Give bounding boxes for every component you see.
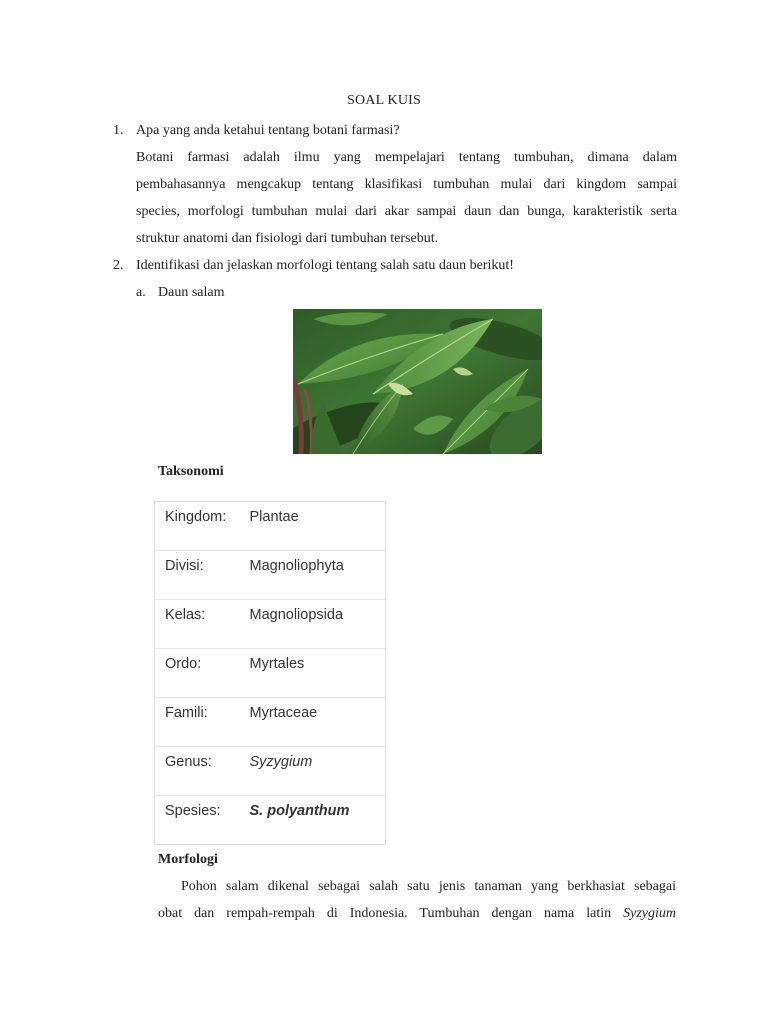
morphology-line-2 bbox=[158, 906, 676, 922]
morphology-heading: Morfologi bbox=[158, 852, 218, 867]
taxonomy-row bbox=[155, 502, 386, 551]
taxonomy-heading: Taksonomi bbox=[158, 464, 224, 479]
taxonomy-value: Myrtaceae bbox=[250, 698, 386, 747]
page-title: SOAL KUIS bbox=[346, 93, 421, 108]
taxonomy-key: Divisi: bbox=[155, 551, 250, 600]
taxonomy-value: S. polyanthum bbox=[249, 803, 350, 819]
taxonomy-row bbox=[155, 551, 386, 600]
morphology-latin-name: Syzygium bbox=[623, 906, 677, 921]
taxonomy-value: Plantae bbox=[250, 502, 386, 551]
taxonomy-row bbox=[155, 796, 386, 845]
taxonomy-value: Magnoliophyta bbox=[250, 551, 386, 600]
morphology-line-1: Pohon salam dikenal sebagai salah satu jenis tanaman yang berkhasiat sebagai bbox=[181, 879, 676, 894]
question-1-number: 1. bbox=[113, 123, 124, 138]
answer-1-line-2: pembahasannya mengcakup tentang klasifikasi tumbuhan mulai dari kingdom sampai bbox=[136, 177, 677, 192]
taxonomy-row bbox=[155, 698, 386, 747]
taxonomy-key: Spesies: bbox=[165, 803, 221, 819]
taxonomy-value: Myrtales bbox=[250, 649, 386, 698]
sub-item-text: Daun salam bbox=[158, 285, 225, 300]
answer-1-line-4: struktur anatomi dan fisiologi dari tumbuhan tersebut. bbox=[136, 231, 439, 246]
taxonomy-key: Kingdom: bbox=[155, 502, 250, 551]
taxonomy-table bbox=[154, 501, 386, 845]
taxonomy-value: Magnoliopsida bbox=[250, 600, 386, 649]
taxonomy-row bbox=[155, 747, 386, 796]
question-1-text: Apa yang anda ketahui tentang botani farmasi? bbox=[136, 123, 400, 138]
answer-1-line-1: Botani farmasi adalah ilmu yang mempelajari tentang tumbuhan, dimana dalam bbox=[136, 150, 677, 165]
taxonomy-key: Famili: bbox=[155, 698, 250, 747]
bay-leaf-photo bbox=[293, 309, 542, 454]
taxonomy-row bbox=[155, 600, 386, 649]
answer-1-line-3: species, morfologi tumbuhan mulai dari akar sampai daun dan bunga, karakteristik serta bbox=[136, 204, 677, 219]
morphology-line-2-text: obat dan rempah-rempah di Indonesia. Tumbuhan dengan nama latin bbox=[158, 906, 612, 921]
sub-item-letter: a. bbox=[136, 285, 146, 300]
taxonomy-key: Ordo: bbox=[155, 649, 250, 698]
question-2-number: 2. bbox=[113, 258, 124, 273]
question-2-text: Identifikasi dan jelaskan morfologi tentang salah satu daun berikut! bbox=[136, 258, 514, 273]
taxonomy-key: Genus: bbox=[155, 747, 250, 796]
taxonomy-key: Kelas: bbox=[155, 600, 250, 649]
taxonomy-row bbox=[155, 649, 386, 698]
taxonomy-value: Syzygium bbox=[250, 747, 386, 796]
